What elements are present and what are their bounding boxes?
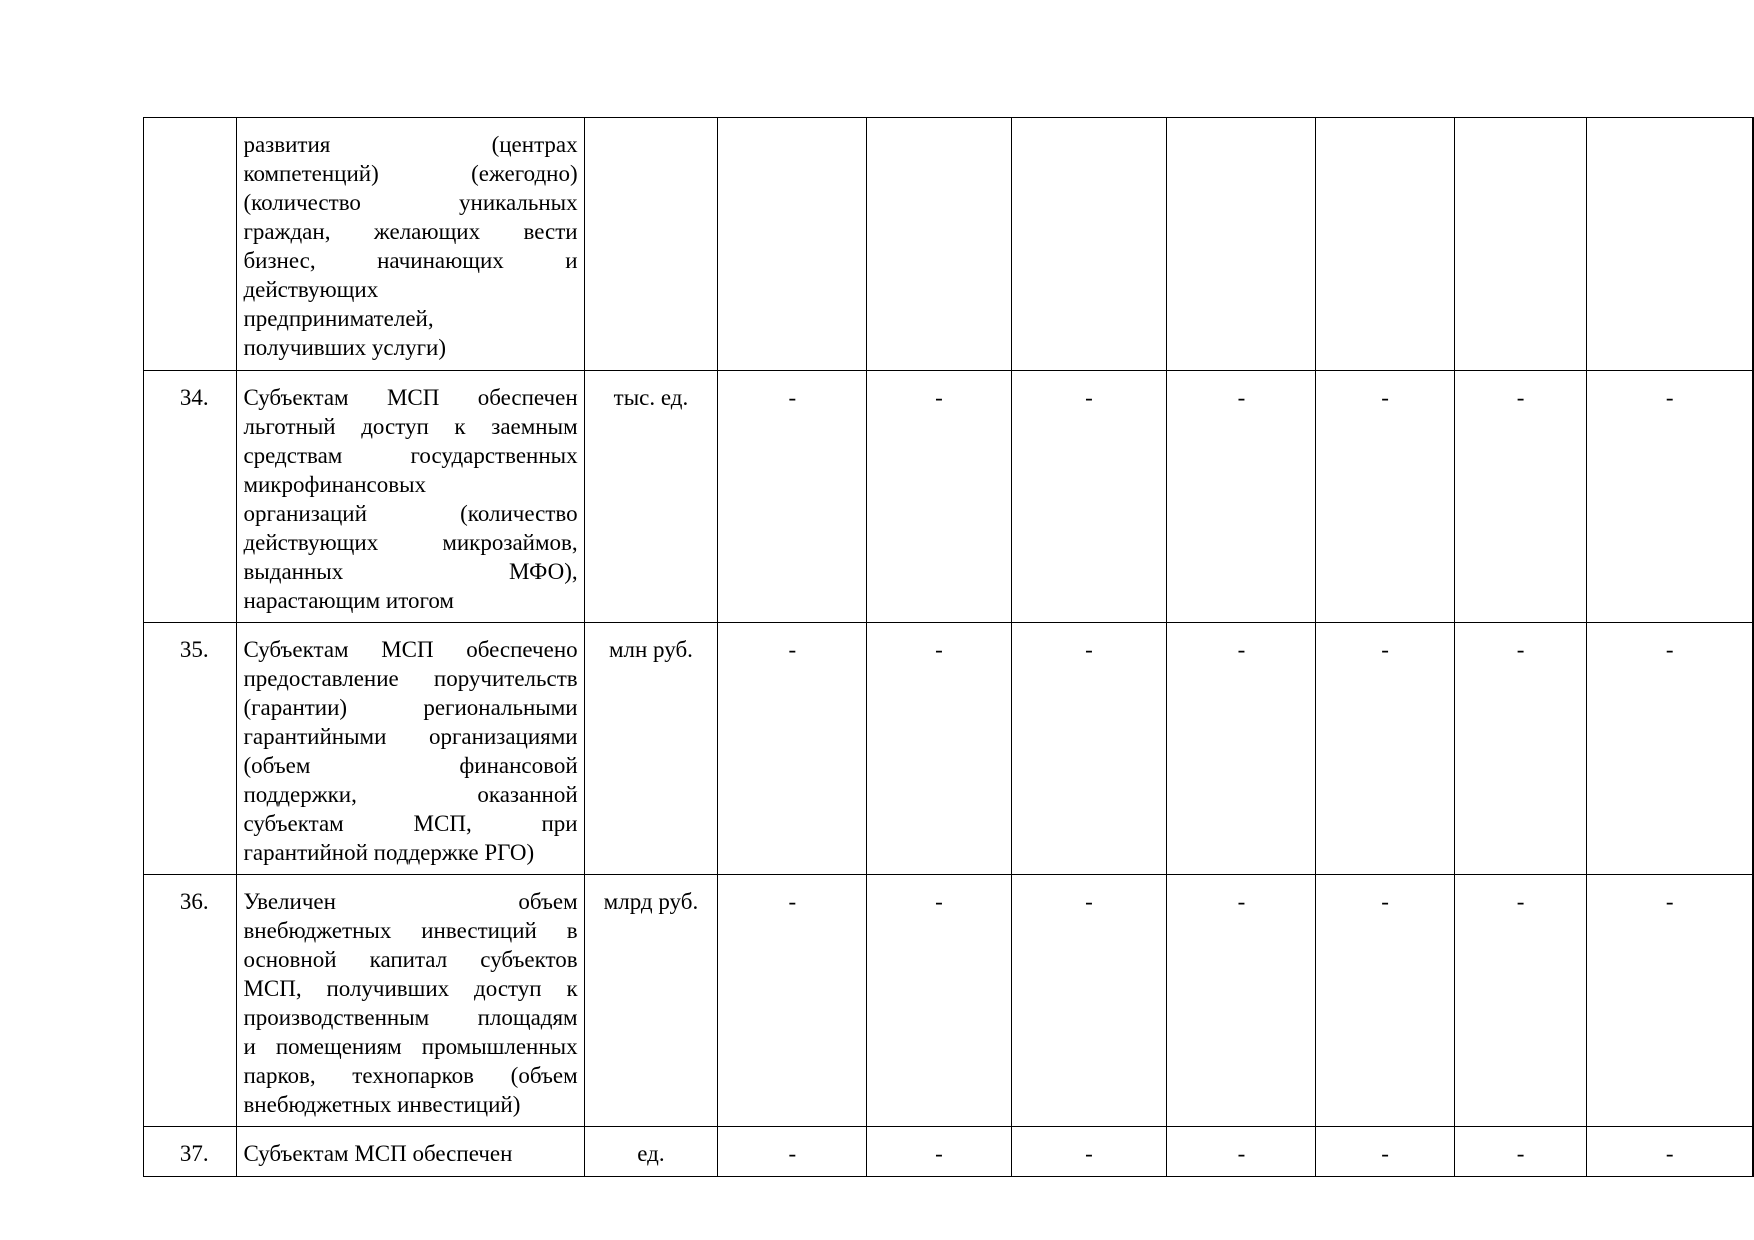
description-line: основной капитал субъектов: [243, 947, 578, 972]
value-cell: -: [718, 371, 867, 623]
value-cell: -: [1011, 371, 1167, 623]
description-line: нарастающим итогом: [243, 588, 454, 613]
value-cell: -: [1011, 875, 1167, 1127]
row-number-cell: [144, 875, 237, 1127]
value-cell: -: [1587, 623, 1753, 875]
row-number-cell: [144, 371, 237, 623]
description-line: (количество уникальных: [243, 190, 578, 215]
value-cell: -: [1167, 875, 1316, 1127]
row-number: 35.: [179, 637, 209, 662]
value-cell: -: [1316, 623, 1454, 875]
row-number-cell: [144, 1127, 237, 1177]
description-line: внебюджетных инвестиций): [243, 1092, 521, 1117]
value-cell: -: [1167, 623, 1316, 875]
value-cell: [867, 118, 1011, 371]
indicator-description: [237, 118, 584, 371]
row-number: 36.: [179, 889, 209, 914]
description-line: гарантийными организациями: [243, 724, 578, 749]
description-line: Субъектам МСП обеспечено: [243, 637, 578, 662]
table-row: [144, 371, 1754, 623]
unit-cell: ед.: [584, 1127, 718, 1177]
table-row: [144, 118, 1754, 371]
description-line: МСП, получивших доступ к: [243, 976, 578, 1001]
value-cell: -: [1316, 371, 1454, 623]
value-cell: -: [1011, 1127, 1167, 1177]
description-line: микрофинансовых: [243, 472, 427, 497]
table-row: [144, 1127, 1754, 1177]
description-line: льготный доступ к заемным: [243, 414, 578, 439]
value-cell: -: [867, 371, 1011, 623]
value-cell: -: [867, 875, 1011, 1127]
value-cell: -: [1316, 1127, 1454, 1177]
unit-cell: тыс. ед.: [584, 371, 718, 623]
description-line: действующих: [243, 277, 379, 302]
row-number: 34.: [179, 385, 209, 410]
value-cell: [1454, 118, 1587, 371]
description-line: производственным площадям: [243, 1005, 578, 1030]
value-cell: [1587, 118, 1753, 371]
description-line: внебюджетных инвестиций в: [243, 918, 578, 943]
indicator-description: [237, 1127, 584, 1177]
description-line: организаций (количество: [243, 501, 578, 526]
value-cell: [1753, 623, 1754, 875]
description-line: Увеличен объем: [243, 889, 578, 914]
description-line: предоставление поручительств: [243, 666, 578, 691]
description-line: действующих микрозаймов,: [243, 530, 578, 555]
value-cell: [1753, 1127, 1754, 1177]
description-line: (объем финансовой: [243, 753, 578, 778]
value-cell: [1316, 118, 1454, 371]
description-line: Субъектам МСП обеспечен: [243, 1141, 513, 1166]
indicator-description: [237, 371, 584, 623]
description-line: и помещениям промышленных: [243, 1034, 578, 1059]
description-line: (гарантии) региональными: [243, 695, 578, 720]
description-line: поддержки, оказанной: [243, 782, 578, 807]
unit-cell: млрд руб.: [584, 875, 718, 1127]
value-cell: [1753, 875, 1754, 1127]
table-row: [144, 623, 1754, 875]
description-line: бизнес, начинающих и: [243, 248, 578, 273]
description-line: получивших услуги): [243, 335, 447, 360]
table-row: [144, 875, 1754, 1127]
description-line: гарантийной поддержке РГО): [243, 840, 535, 865]
indicator-description: [237, 623, 584, 875]
value-cell: -: [867, 1127, 1011, 1177]
indicators-table: [143, 117, 1754, 1177]
value-cell: -: [1011, 623, 1167, 875]
unit-cell: млн руб.: [584, 623, 718, 875]
unit-cell: [584, 118, 718, 371]
row-number: 37.: [179, 1141, 209, 1166]
value-cell: [1011, 118, 1167, 371]
description-line: выданных МФО),: [243, 559, 578, 584]
value-cell: -: [1316, 875, 1454, 1127]
row-number-cell: [144, 118, 237, 371]
value-cell: -: [718, 1127, 867, 1177]
indicator-description: [237, 875, 584, 1127]
value-cell: [718, 118, 867, 371]
value-cell: -: [867, 623, 1011, 875]
value-cell: -: [1454, 1127, 1587, 1177]
description-line: субъектам МСП, при: [243, 811, 578, 836]
value-cell: -: [1167, 371, 1316, 623]
description-line: компетенций) (ежегодно): [243, 161, 578, 186]
row-number-cell: [144, 623, 237, 875]
description-line: средствам государственных: [243, 443, 578, 468]
value-cell: -: [1167, 1127, 1316, 1177]
value-cell: -: [1587, 371, 1753, 623]
value-cell: [1753, 371, 1754, 623]
description-line: граждан, желающих вести: [243, 219, 578, 244]
value-cell: [1753, 118, 1754, 371]
value-cell: -: [718, 875, 867, 1127]
description-line: парков, технопарков (объем: [243, 1063, 578, 1088]
value-cell: -: [1587, 1127, 1753, 1177]
description-line: предпринимателей,: [243, 306, 434, 331]
value-cell: [1167, 118, 1316, 371]
value-cell: -: [1454, 875, 1587, 1127]
value-cell: -: [1587, 875, 1753, 1127]
description-line: Субъектам МСП обеспечен: [243, 385, 578, 410]
value-cell: -: [1454, 371, 1587, 623]
description-line: развития (центрах: [243, 132, 578, 157]
value-cell: -: [718, 623, 867, 875]
value-cell: -: [1454, 623, 1587, 875]
